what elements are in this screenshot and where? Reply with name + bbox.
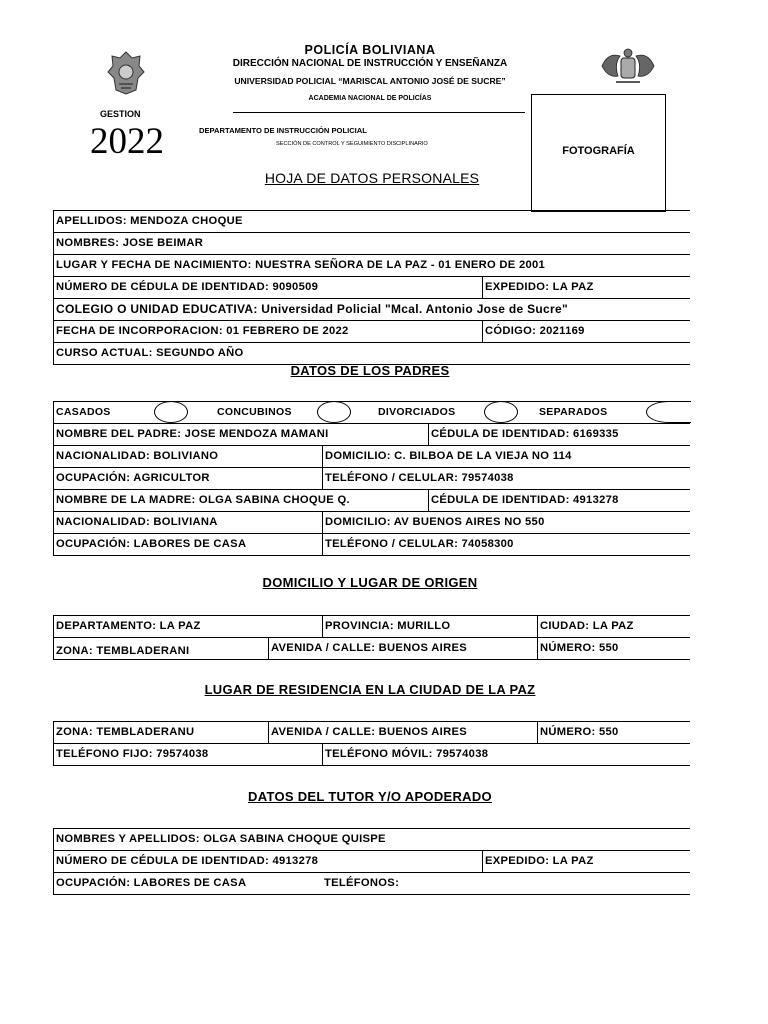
table-row [54, 533, 690, 556]
status-concubinos: CONCUBINOS [217, 406, 292, 418]
table-row [54, 511, 690, 533]
table-row [54, 850, 690, 872]
table-row [54, 467, 690, 489]
cedula-field: NÚMERO DE CÉDULA DE IDENTIDAD: 9090509 [56, 281, 319, 293]
status-casados: CASADOS [56, 406, 111, 418]
gestion-label: GESTION [100, 109, 141, 119]
status-divorciados: DIVORCIADOS [378, 406, 456, 418]
residence-zona-field: ZONA: TEMBLADERANU [56, 726, 195, 738]
table-row [54, 254, 690, 276]
tutor-nombres-field: NOMBRES Y APELLIDOS: OLGA SABINA CHOQUE QUISPE [56, 833, 386, 845]
status-separados: SEPARADOS [539, 406, 608, 418]
parents-table [53, 401, 690, 556]
table-row [54, 276, 690, 298]
table-row [54, 320, 690, 342]
table-row [54, 828, 690, 850]
residence-telefono-fijo-field: TELÉFONO FIJO: 79574038 [56, 748, 209, 760]
photo-box [531, 94, 666, 212]
origin-ciudad-field: CIUDAD: LA PAZ [537, 616, 634, 637]
table-row [54, 342, 690, 365]
tutor-expedido-field: EXPEDIDO: LA PAZ [482, 851, 594, 872]
status-separados-checkbox[interactable] [646, 401, 691, 423]
nombres-field: NOMBRES: JOSE BEIMAR [56, 237, 204, 249]
origin-avenida-field: AVENIDA / CALLE: BUENOS AIRES [268, 638, 467, 659]
padre-nombre-field: NOMBRE DEL PADRE: JOSE MENDOZA MAMANI [56, 428, 329, 440]
incorporacion-field: FECHA DE INCORPORACION: 01 FEBRERO DE 2022 [56, 325, 349, 337]
status-casados-checkbox[interactable] [154, 401, 188, 423]
photo-label: FOTOGRAFÍA [562, 145, 635, 157]
padre-cedula-field: CÉDULA DE IDENTIDAD: 6169335 [428, 424, 619, 445]
tutor-section-title: DATOS DEL TUTOR Y/O APODERADO [248, 789, 492, 804]
table-row [54, 489, 690, 511]
police-shield-icon [106, 50, 146, 96]
origin-table [53, 615, 690, 660]
personal-data-table [53, 210, 690, 365]
origin-section-title: DOMICILIO Y LUGAR DE ORIGEN [262, 575, 478, 590]
madre-domicilio-field: DOMICILIO: AV BUENOS AIRES NO 550 [322, 512, 545, 533]
residence-telefono-movil-field: TELÉFONO MÓVIL: 79574038 [322, 744, 488, 765]
tutor-ocupacion-field: OCUPACIÓN: LABORES DE CASA [56, 877, 247, 889]
parents-section-title: DATOS DE LOS PADRES [290, 363, 450, 378]
residence-section-title: LUGAR DE RESIDENCIA EN LA CIUDAD DE LA PAZ [204, 682, 536, 697]
status-concubinos-checkbox[interactable] [317, 401, 351, 423]
gestion-year: 2022 [90, 121, 164, 162]
curso-field: CURSO ACTUAL: SEGUNDO AÑO [56, 347, 244, 359]
madre-ocupacion-field: OCUPACIÓN: LABORES DE CASA [56, 538, 247, 550]
table-row [54, 637, 690, 660]
header-divider [233, 112, 525, 113]
status-divorciados-checkbox[interactable] [484, 401, 518, 423]
colegio-field: COLEGIO O UNIDAD EDUCATIVA: Universidad Policial "Mcal. Antonio Jose de Sucre" [56, 302, 568, 316]
madre-cedula-field: CÉDULA DE IDENTIDAD: 4913278 [428, 490, 619, 511]
section-name: SECCIÓN DE CONTROL Y SEGUIMIENTO DISCIPLINARIO [276, 141, 428, 147]
tutor-telefonos-field: TELÉFONOS: [324, 877, 400, 889]
marital-status-row [54, 401, 690, 423]
department-name: DEPARTAMENTO DE INSTRUCCIÓN POLICIAL [199, 126, 367, 135]
academy-name: ACADEMIA NACIONAL DE POLICÍAS [308, 95, 432, 102]
madre-telefono-field: TELÉFONO / CELULAR: 74058300 [322, 534, 514, 555]
padre-nacionalidad-field: NACIONALIDAD: BOLIVIANO [56, 450, 219, 462]
direction-name: DIRECCIÓN NACIONAL DE INSTRUCCIÓN Y ENSEÑANZA [232, 58, 508, 69]
residence-table [53, 721, 690, 766]
residence-numero-field: NÚMERO: 550 [537, 722, 619, 743]
tutor-cedula-field: NÚMERO DE CÉDULA DE IDENTIDAD: 4913278 [56, 855, 319, 867]
expedido-field: EXPEDIDO: LA PAZ [482, 277, 594, 298]
padre-domicilio-field: DOMICILIO: C. BILBOA DE LA VIEJA NO 114 [322, 446, 572, 467]
origin-provincia-field: PROVINCIA: MURILLO [322, 616, 450, 637]
madre-nombre-field: NOMBRE DE LA MADRE: OLGA SABINA CHOQUE Q. [56, 494, 350, 506]
table-row [54, 423, 690, 445]
table-row [54, 232, 690, 254]
padre-ocupacion-field: OCUPACIÓN: AGRICULTOR [56, 472, 210, 484]
institution-name: POLICÍA BOLIVIANA [304, 43, 436, 57]
table-row [54, 872, 690, 895]
university-name: UNIVERSIDAD POLICIAL “MARISCAL ANTONIO JOSÉ DE SUCRE” [234, 76, 506, 86]
padre-telefono-field: TELÉFONO / CELULAR: 79574038 [322, 468, 514, 489]
table-row [54, 210, 690, 232]
madre-nacionalidad-field: NACIONALIDAD: BOLIVIANA [56, 516, 218, 528]
origin-numero-field: NÚMERO: 550 [537, 638, 619, 659]
origin-departamento-field: DEPARTAMENTO: LA PAZ [56, 620, 201, 632]
table-row [54, 445, 690, 467]
table-row [54, 298, 690, 320]
academy-emblem-icon [598, 46, 658, 88]
codigo-field: CÓDIGO: 2021169 [482, 321, 585, 342]
apellidos-field: APELLIDOS: MENDOZA CHOQUE [56, 215, 243, 227]
nacimiento-field: LUGAR Y FECHA DE NACIMIENTO: NUESTRA SEÑORA DE LA PAZ - 01 ENERO DE 2001 [56, 259, 546, 271]
table-row [54, 615, 690, 637]
origin-zona-field: ZONA: TEMBLADERANI [56, 645, 190, 657]
page-title: HOJA DE DATOS PERSONALES [264, 170, 480, 186]
tutor-table [53, 828, 690, 895]
residence-avenida-field: AVENIDA / CALLE: BUENOS AIRES [268, 722, 467, 743]
table-row [54, 721, 690, 743]
table-row [54, 743, 690, 766]
